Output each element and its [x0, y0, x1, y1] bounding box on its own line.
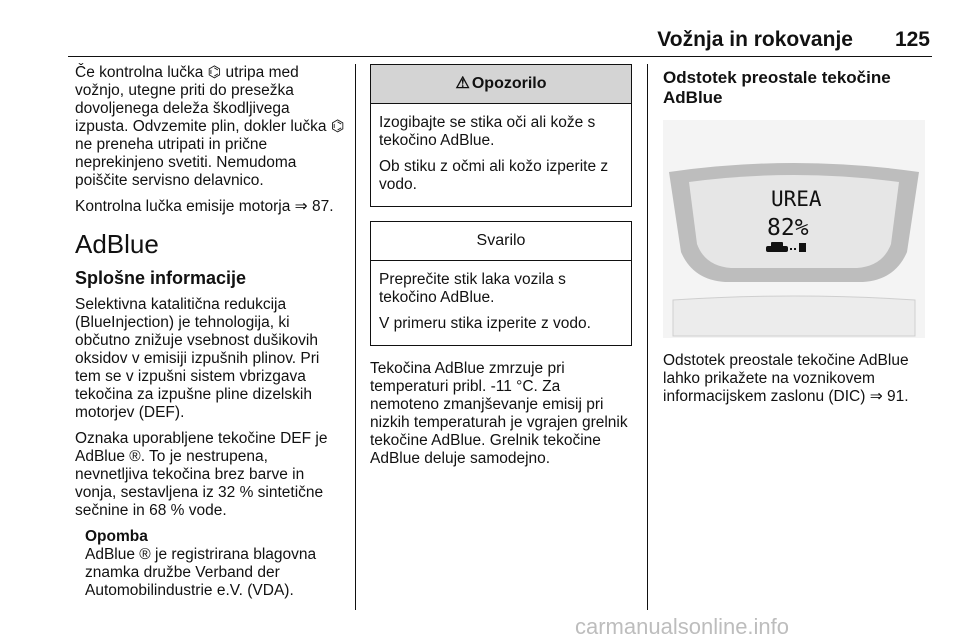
adblue-level-title: Odstotek preostale tekočine AdBlue: [663, 68, 891, 107]
column-3: [663, 64, 933, 414]
warning-triangle-icon: ⚠: [455, 75, 470, 92]
display-line-urea: UREA: [771, 187, 822, 211]
paragraph-dic-caption: Odstotek preostale tekočine AdBlue lahko prikažete na voznikovem informacijskem zaslonu (DIC) ⇒ 91.: [663, 352, 909, 405]
column-1: [75, 64, 345, 600]
watermark: carmanualsonline.info: [575, 614, 790, 639]
caution-title: Svarilo: [476, 232, 526, 249]
subsection-title: Splošne informacije: [75, 268, 247, 288]
page-header: [600, 28, 930, 52]
column-2: [370, 64, 632, 476]
column-divider-2: [647, 64, 648, 610]
warning-text-2: Ob stiku z očmi ali kožo izperite z vodo.: [379, 158, 609, 193]
warning-body: [371, 104, 631, 206]
note-text: AdBlue ® je registrirana blagovna znamka družbe Verband der Automobilindustrie e.V. (VDA).: [85, 546, 317, 599]
paragraph-emission-warning: Če kontrolna lučka ⌬ utripa med vožnjo, utegne priti do presežka dovoljenega deleža škodljivega izpusta. Odvzemite plin, dokler lučka ⌬ ne preneha utripati in prične neprekinjeno svetiti. Nemudoma poiščite servisno delavnico.: [75, 64, 345, 189]
caution-text-1: Preprečite stik laka vozila s tekočino AdBlue.: [379, 271, 566, 306]
page-number: 125: [894, 28, 930, 51]
caution-body: [371, 261, 631, 345]
caution-header: [371, 222, 631, 261]
display-line-percent: 82%: [767, 215, 809, 241]
column-divider-1: [355, 64, 356, 610]
dic-display-illustration: [663, 120, 925, 338]
paragraph-def: Oznaka uporabljene tekočine DEF je AdBlue ®. To je nestrupena, nevnetljiva tekočina brez barve in vonja, sestavljena iz 32 % sintetične sečnine in 68 % vode.: [75, 430, 328, 519]
chapter-title: Vožnja in rokovanje: [657, 28, 853, 51]
header-rule: [68, 56, 932, 57]
caution-text-2: V primeru stika izperite z vodo.: [379, 315, 591, 332]
note-title: Opomba: [85, 528, 148, 545]
warning-text-1: Izogibajte se stika oči ali kože s tekočino AdBlue.: [379, 114, 596, 149]
warning-box: [370, 64, 632, 207]
warning-title: Opozorilo: [471, 75, 547, 92]
note-block: [85, 528, 345, 600]
caution-box: [370, 221, 632, 346]
paragraph-scr: Selektivna katalitična redukcija (BlueInjection) je tehnologija, ki občutno znižuje vsebnost dušikovih oksidov v emisiji izpušnih plinov. Pri tem se v izpušni sistem vbrizgava tekočina za izpušne pline dizelskih motorjev (DEF).: [75, 296, 320, 421]
paragraph-reference: Kontrolna lučka emisije motorja ⇒ 87.: [75, 198, 334, 215]
section-title: AdBlue: [75, 229, 159, 259]
warning-header: [371, 65, 631, 104]
paragraph-freezing: Tekočina AdBlue zmrzuje pri temperaturi pribl. -11 °C. Za nemoteno zmanjševanje emisij pri nizkih temperaturah je vgrajen grelnik tekočine AdBlue. Grelnik tekočine AdBlue deluje samodejno.: [370, 360, 628, 467]
